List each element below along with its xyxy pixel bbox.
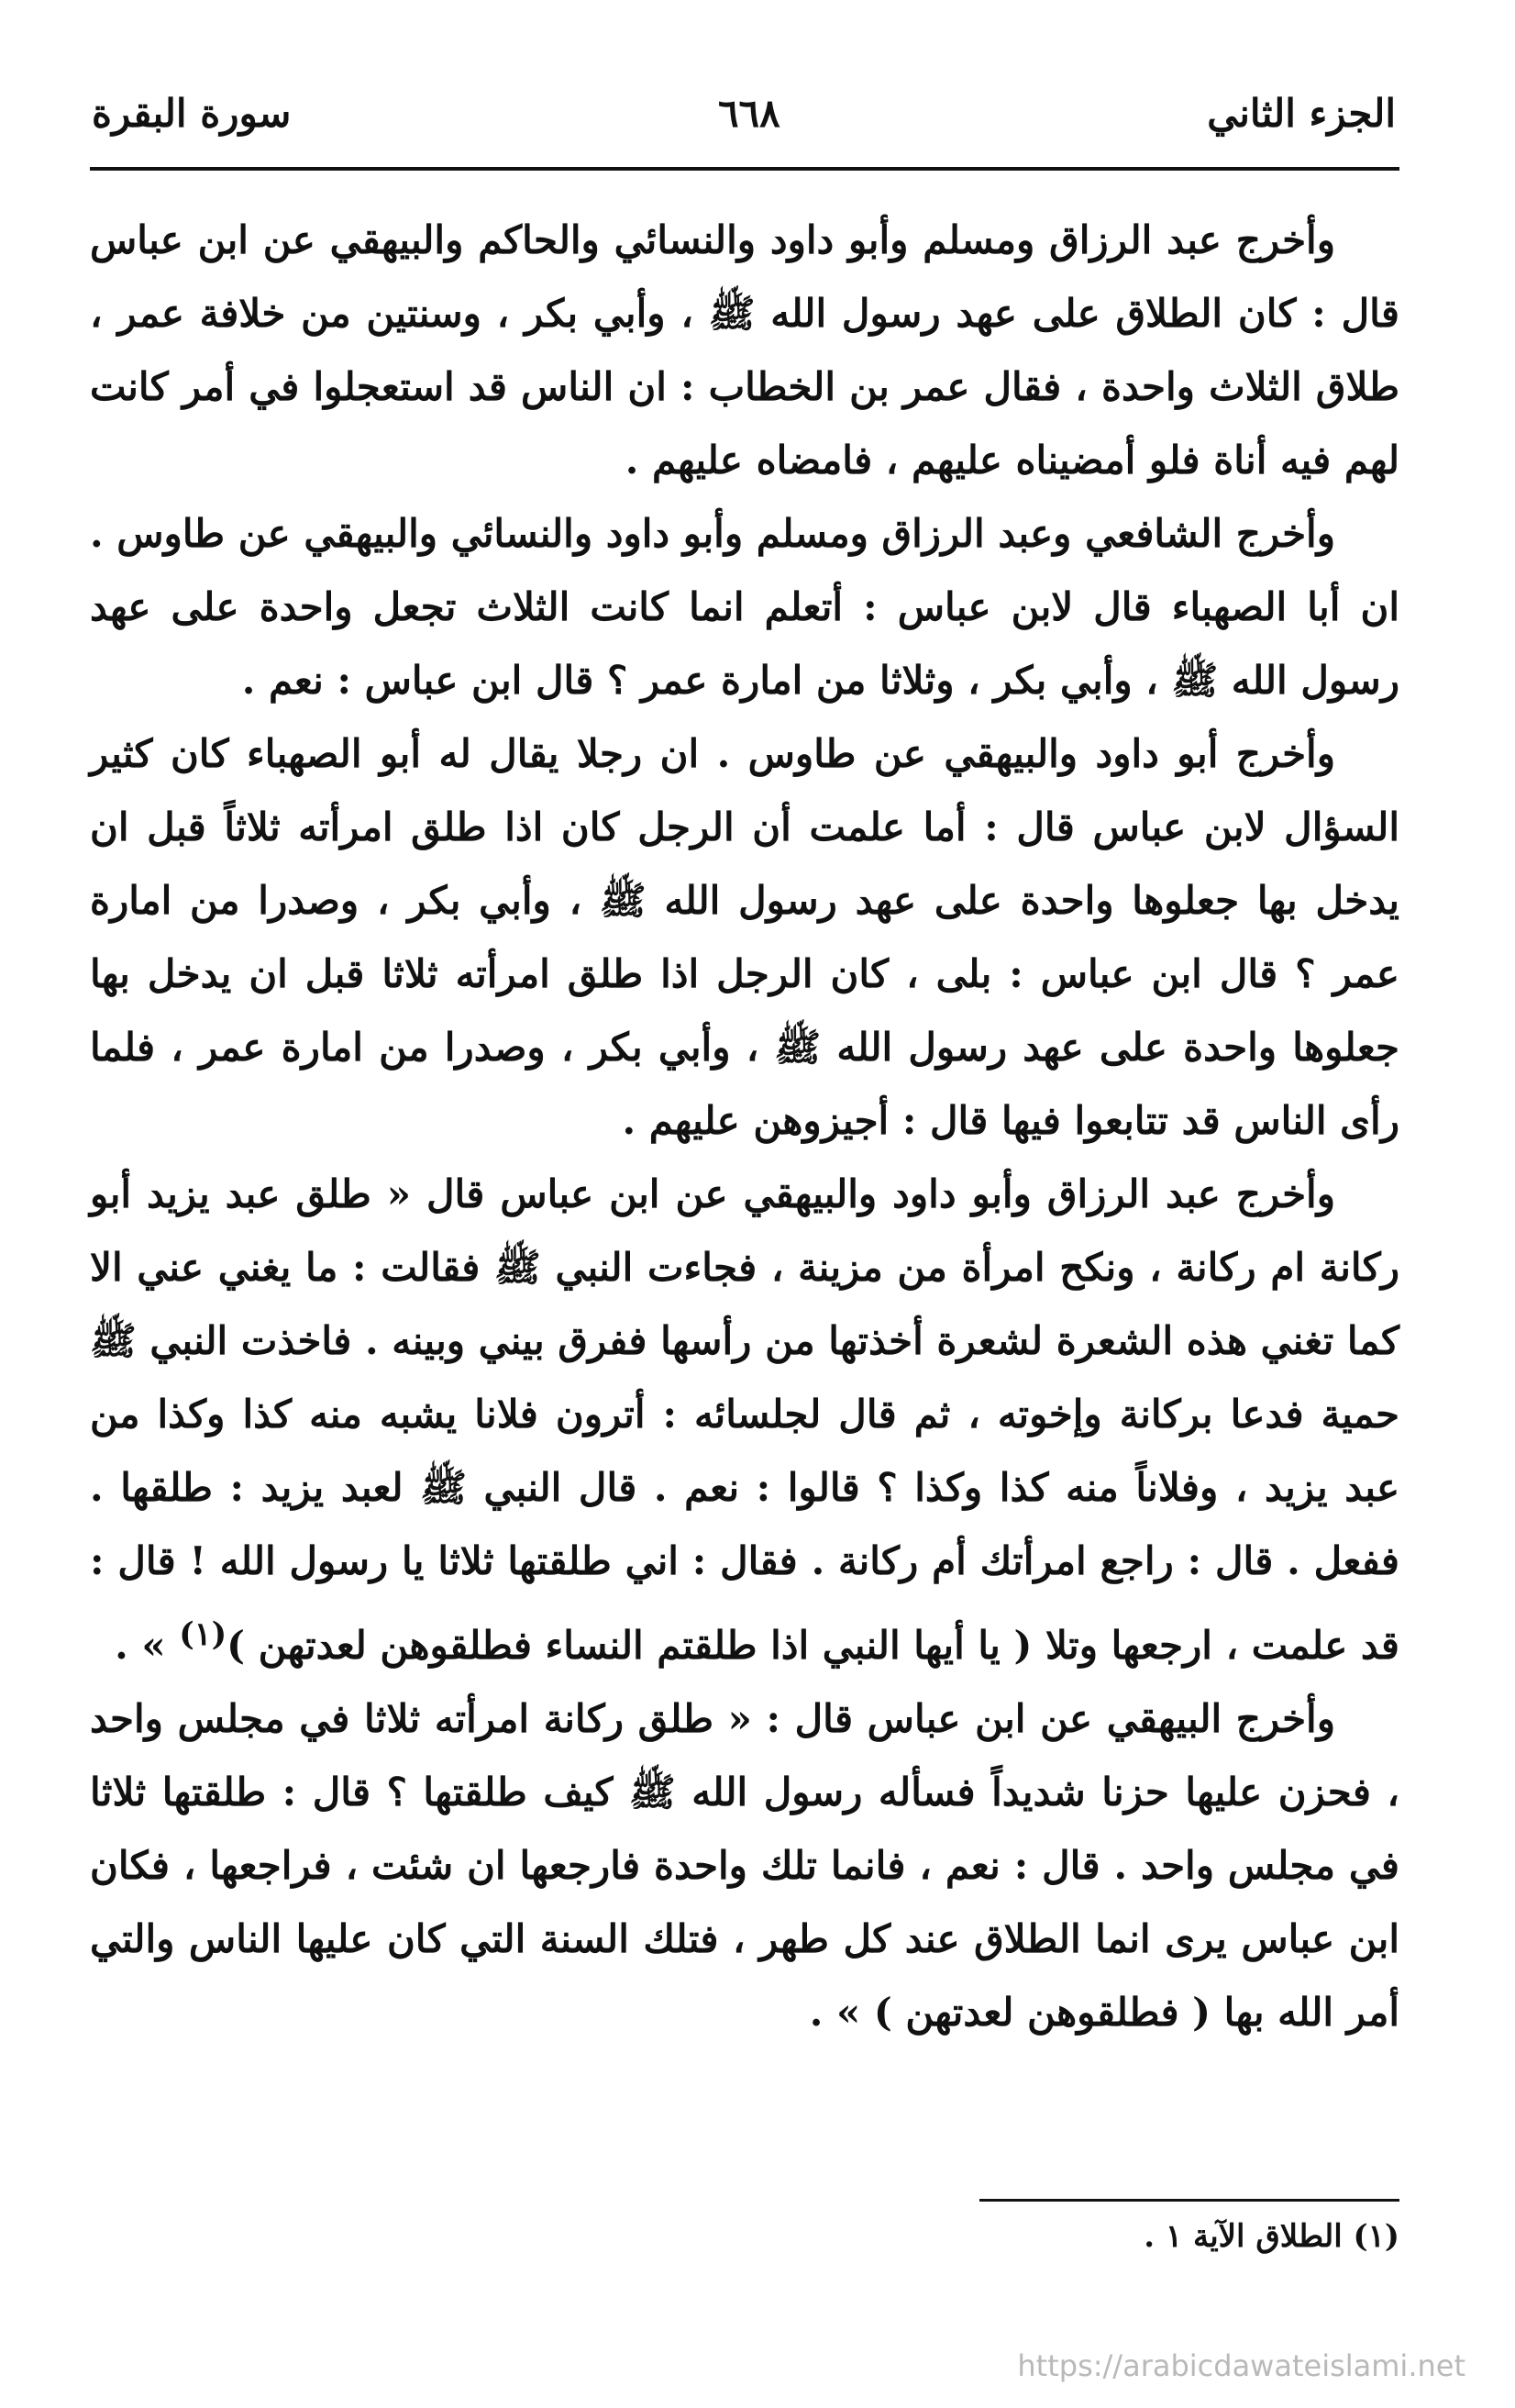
paragraph-4-closing: » . — [115, 1623, 180, 1668]
footnote: (١) الطلاق الآية ١ . — [1144, 2218, 1399, 2255]
page-number: ٦٦٨ — [717, 90, 780, 136]
footnote-rule — [979, 2199, 1399, 2202]
paragraph-1: وأخرج عبد الرزاق ومسلم وأبو داود والنسائي والحاكم والبيهقي عن ابن عباس قال : كان الطلاق على عهد رسول الله ﷺ ، وأبي بكر ، وسنتين من خلافة عمر ، طلاق الثلاث واحدة ، فقال عمر بن الخطاب : ان الناس قد استعجلوا في أمر كانت لهم فيه أناة فلو أمضيناه عليهم ، فامضاه عليهم . — [90, 217, 1399, 483]
footnote-reference: (١) — [179, 1615, 227, 1653]
part-title: الجزء الثاني — [1207, 90, 1396, 136]
paragraph-3: وأخرج أبو داود والبيهقي عن طاوس . ان رجلا يقال له أبو الصهباء كان كثير السؤال لابن عباس قال : أما علمت أن الرجل كان اذا طلق امرأته ثلاثاً قبل ان يدخل بها جعلوها واحدة على عهد رسول الله ﷺ ، وأبي بكر ، وصدرا من امارة عمر ؟ قال ابن عباس : بلى ، كان الرجل اذا طلق امرأته ثلاثا قبل ان يدخل بها جعلوها واحدة على عهد رسول الله ﷺ ، وأبي بكر ، وصدرا من امارة عمر ، فلما رأى الناس قد تتابعوا فيها قال : أجيزوهن عليهم . — [90, 731, 1399, 1143]
paragraph-4 — [90, 1158, 1399, 1682]
watermark: https://arabicdawateislami.net — [1017, 2348, 1465, 2383]
header-rule — [90, 167, 1399, 171]
paragraph-4-text: وأخرج عبد الرزاق وأبو داود والبيهقي عن ابن عباس قال « طلق عبد يزيد أبو ركانة ام ركانة ، ونكح امرأة من مزينة ، فجاءت النبي ﷺ فقالت : ما يغني عني الا كما تغني هذه الشعرة لشعرة أخذتها من رأسها ففرق بيني وبينه . فاخذت النبي ﷺ حمية فدعا بركانة وإخوته ، ثم قال لجلسائه : أترون فلانا يشبه منه كذا وكذا من عبد يزيد ، وفلاناً منه كذا وكذا ؟ قالوا : نعم . قال النبي ﷺ لعبد يزيد : طلقها . ففعل . قال : راجع امرأتك أم ركانة . فقال : اني طلقتها ثلاثا يا رسول الله ! قال : قد علمت ، ارجعها وتلا ( يا أيها النبي اذا طلقتم النساء فطلقوهن لعدتهن ) — [90, 1171, 1399, 1668]
paragraph-2: وأخرج الشافعي وعبد الرزاق ومسلم وأبو داود والنسائي والبيهقي عن طاوس . ان أبا الصهباء قال لابن عباس : أتعلم انما كانت الثلاث تجعل واحدة على عهد رسول الله ﷺ ، وأبي بكر ، وثلاثا من امارة عمر ؟ قال ابن عباس : نعم . — [90, 511, 1399, 703]
paragraph-5: وأخرج البيهقي عن ابن عباس قال : « طلق ركانة امرأته ثلاثا في مجلس واحد ، فحزن عليها حزنا شديداً فسأله رسول الله ﷺ كيف طلقتها ؟ قال : طلقتها ثلاثا في مجلس واحد . قال : نعم ، فانما تلك واحدة فارجعها ان شئت ، فراجعها ، فكان ابن عباس يرى انما الطلاق عند كل طهر ، فتلك السنة التي كان عليها الناس والتي أمر الله بها ( فطلقوهن لعدتهن ) » . — [90, 1696, 1399, 2035]
page-header — [92, 81, 1396, 145]
surah-title: سورة البقرة — [92, 90, 292, 136]
body-text — [90, 204, 1399, 2049]
